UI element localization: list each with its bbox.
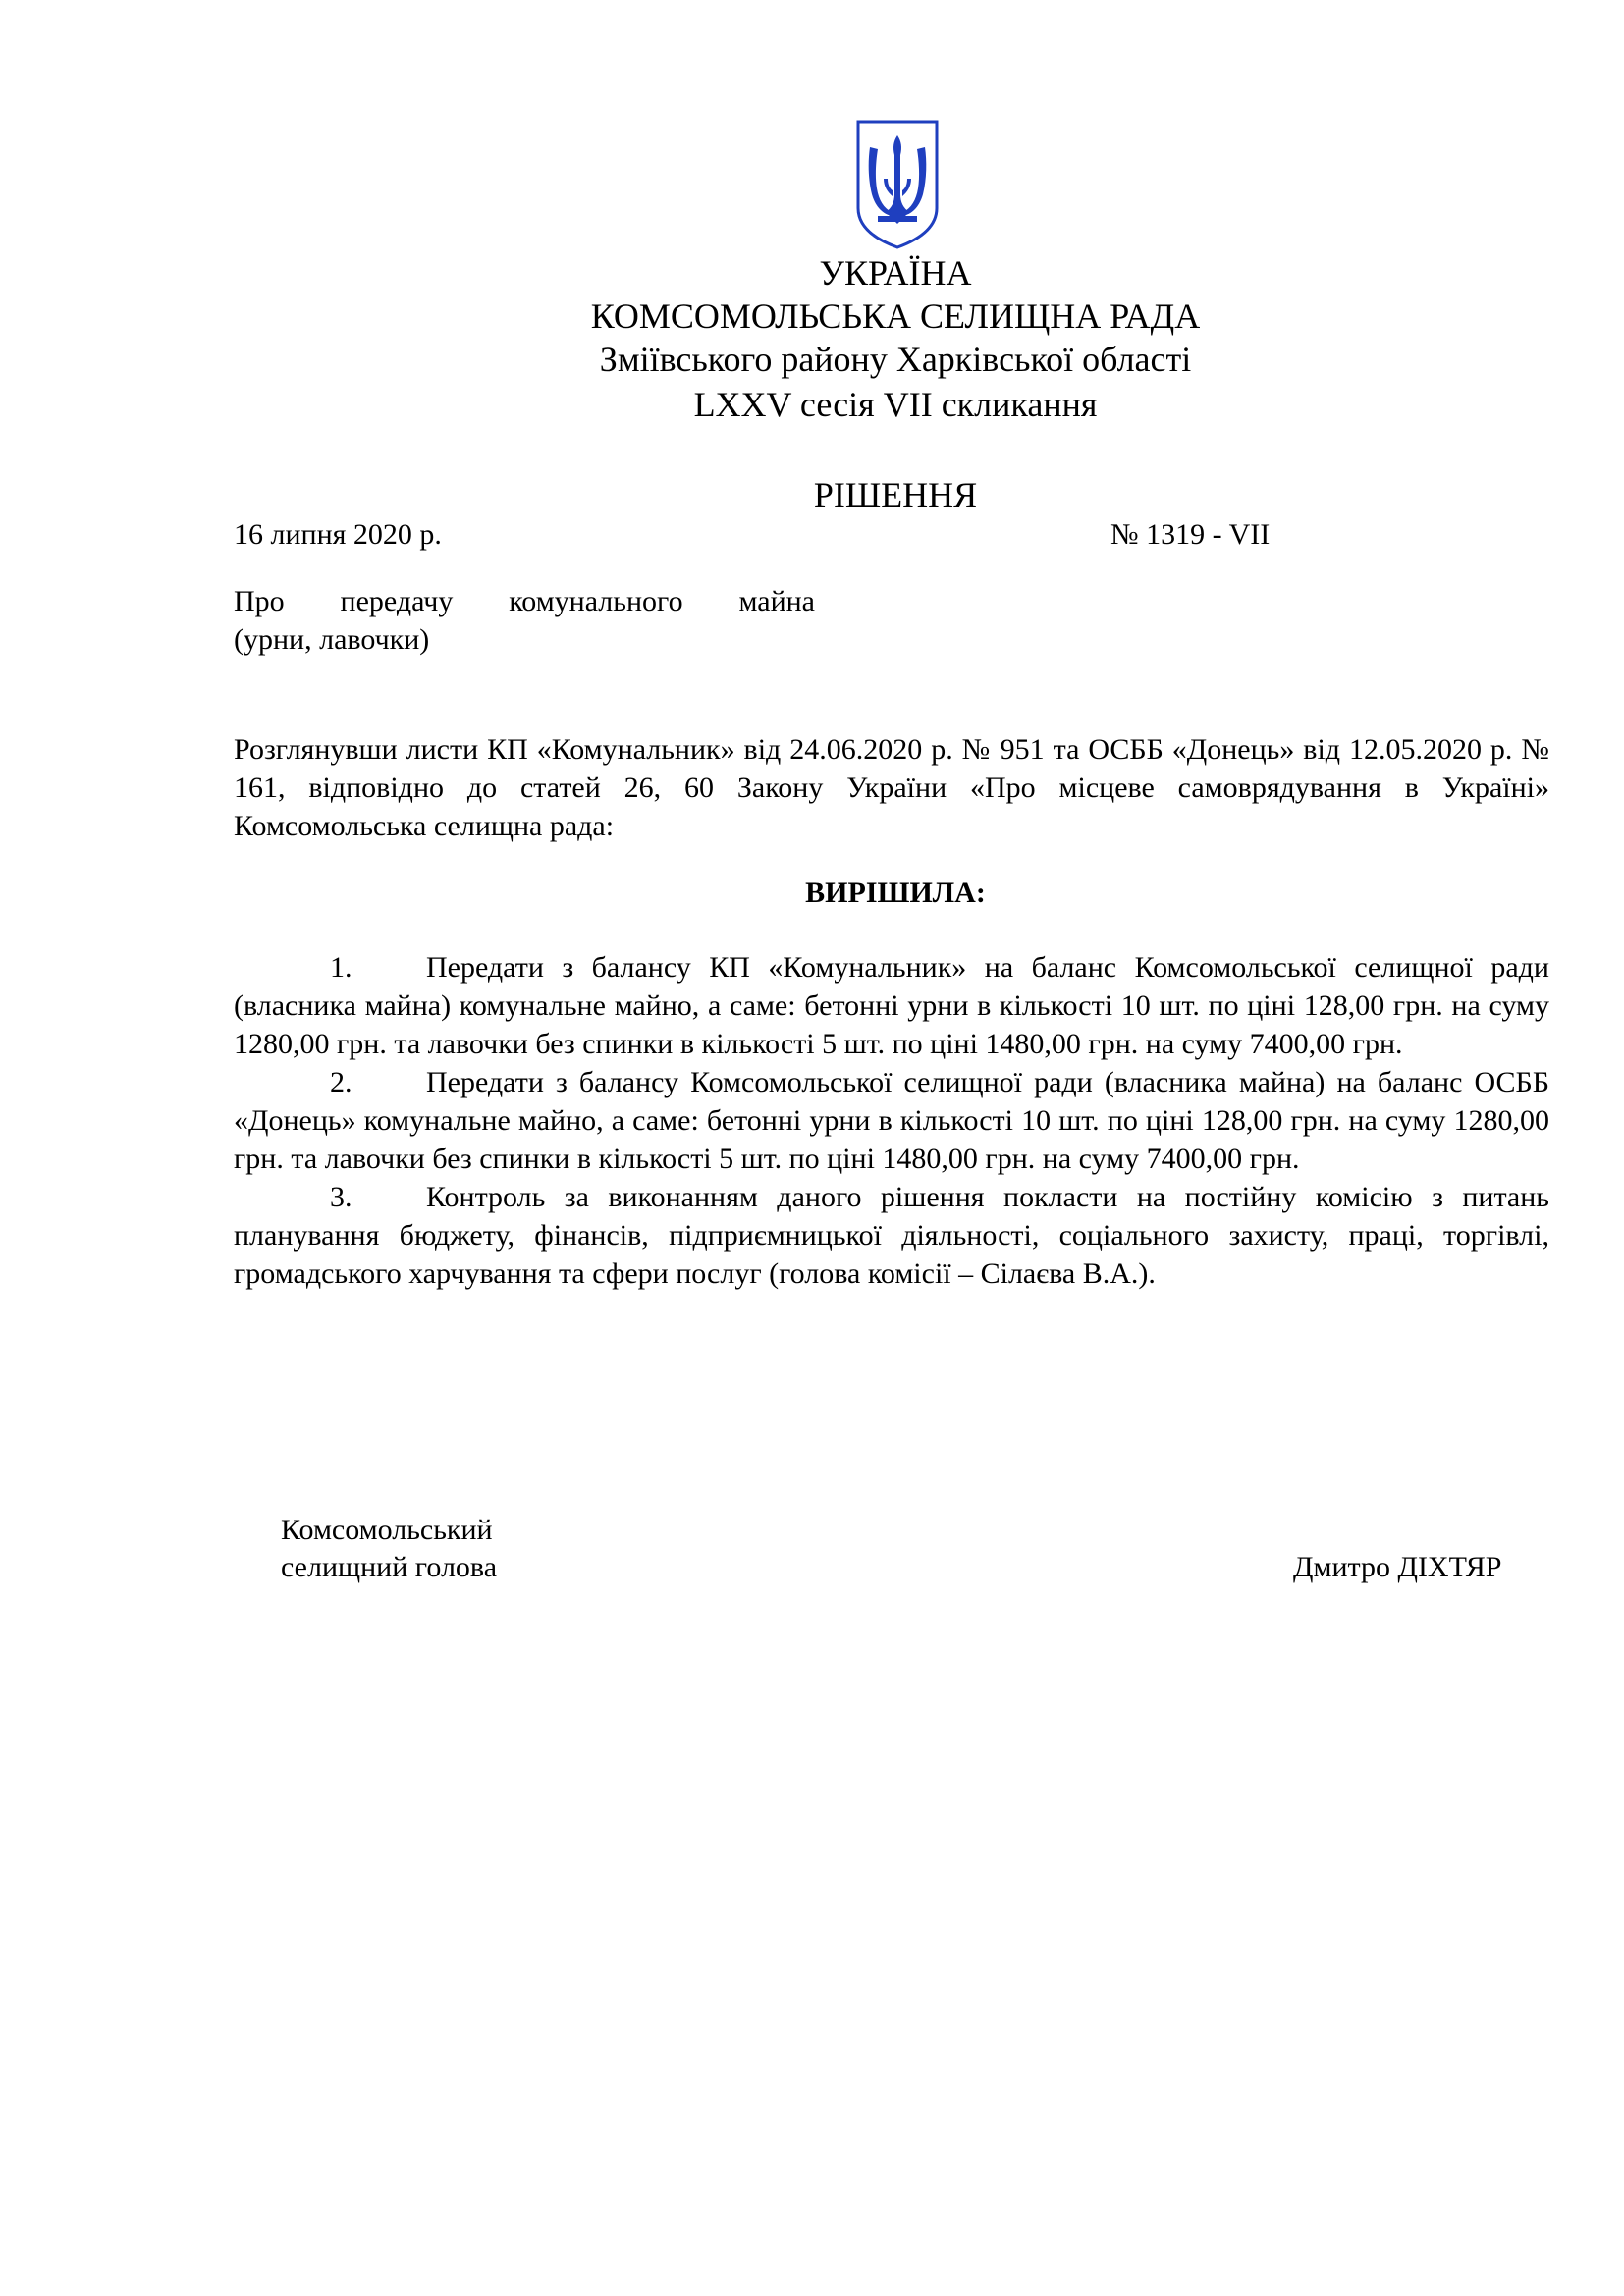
district-title: Зміївського району Харківської області [599, 340, 1192, 379]
council-title: КОМСОМОЛЬСЬКА СЕЛИЩНА РАДА [590, 296, 1201, 336]
session-title: LXXV сесія VII скликання [693, 385, 1098, 424]
subject-line-1: Про передачу комунального майна [234, 585, 815, 617]
item-text: Передати з балансу КП «Комунальник» на баланс Комсомольської селищної ради (власника майна) комунальне майно, а саме: бетонні урни в кількості 10 шт. по ціні 128,00 грн. на суму 1280,00 грн. та лавочки без спинки в кількості 5 шт. по ціні 1480,00 грн. на суму 7400,00 грн. [234, 951, 1549, 1060]
decision-date: 16 липня 2020 р. [234, 518, 442, 551]
item-text: Передати з балансу Комсомольської селищної ради (власника майна) на баланс ОСББ «Донець» комунальне майно, а саме: бетонні урни в кількості 10 шт. по ціні 128,00 грн. на суму 1280,00 грн. та лавочки без спинки в кількості 5 шт. по ціні 1480,00 грн. на суму 7400,00 грн. [234, 1066, 1549, 1175]
list-item [234, 948, 1549, 1063]
item-text: Контроль за виконанням даного рішення покласти на постійну комісію з питань планування бюджету, фінансів, підприємницької діяльності, соціального захисту, праці, торгівлі, громадського харчування та сфери послуг (голова комісії – Сілаєва В.А.). [234, 1181, 1549, 1290]
item-number: 1. [330, 951, 352, 984]
item-number: 2. [330, 1066, 352, 1098]
signatory-title-line-2: селищний голова [281, 1551, 498, 1583]
decision-items [234, 948, 1549, 1293]
list-item [234, 1178, 1549, 1293]
list-item [234, 1063, 1549, 1178]
decision-number: № 1319 - VII [1110, 518, 1271, 551]
document-type-title: РІШЕННЯ [813, 475, 978, 514]
preamble-paragraph: Розглянувши листи КП «Комунальник» від 24.06.2020 р. № 951 та ОСББ «Донець» від 12.05.2020 р. № 161, відповідно до статей 26, 60 Закону України «Про місцеве самоврядування в Україні» Комсомольська селищна рада: [234, 733, 1549, 842]
signatory-name: Дмитро ДІХТЯР [1293, 1551, 1502, 1583]
decision-subject [234, 582, 815, 659]
item-number: 3. [330, 1181, 352, 1213]
signatory-title-line-1: Комсомольський [281, 1514, 493, 1546]
signatory-title [281, 1512, 497, 1586]
subject-line-2: (урни, лавочки) [234, 623, 430, 656]
resolved-heading: ВИРІШИЛА: [805, 877, 986, 909]
ukraine-trident-emblem-icon [852, 118, 943, 251]
country-title: УКРАЇНА [819, 253, 972, 293]
